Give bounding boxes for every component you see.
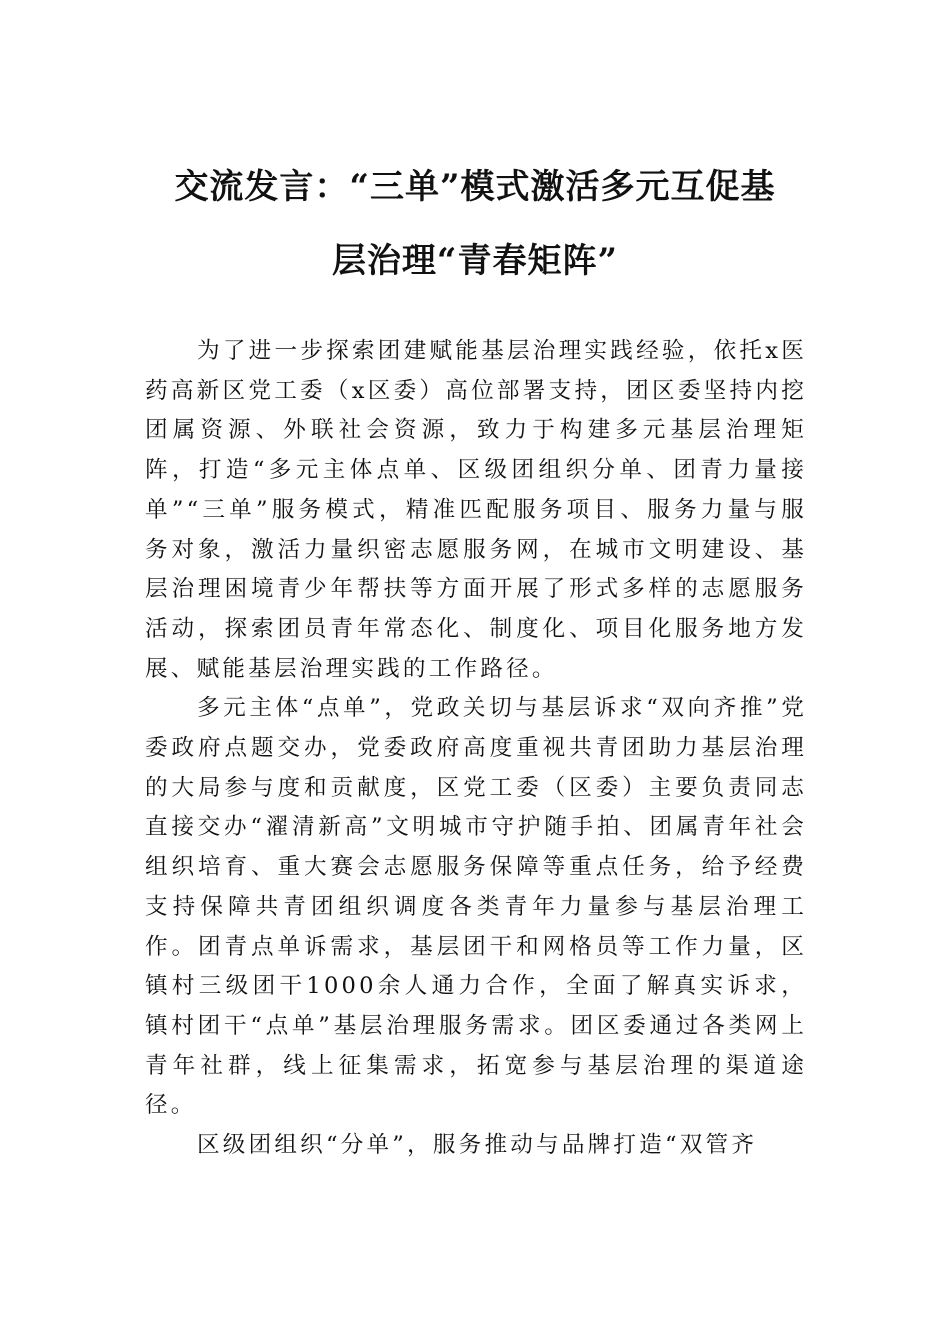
- title-line-2: 层治理“青春矩阵”: [331, 241, 619, 281]
- paragraph-dispatch-order: 区级团组织“分单”，服务推动与品牌打造“双管齐: [197, 1132, 758, 1159]
- document-title: [140, 150, 810, 298]
- document-body: [145, 332, 807, 1166]
- paragraph-intro: 为了进一步探索团建赋能基层治理实践经验，依托x医药高新区党工委（x区委）高位部署支持，团区委坚持内挖团属资源、外联社会资源，致力于构建多元基层治理矩阵，打造“多元主体点单、区级团组织分单、团青力量接单”“三单”服务模式，精准匹配服务项目、服务力量与服务对象，激活力量织密志愿服务网，在城市文明建设、基层治理困境青少年帮扶等方面开展了形式多样的志愿服务活动，探索团员青年常态化、制度化、项目化服务地方发展、赋能基层治理实践的工作路径。: [145, 338, 807, 682]
- paragraph-point-order: 多元主体“点单”，党政关切与基层诉求“双向齐推”党委政府点题交办，党委政府高度重视共青团助力基层治理的大局参与度和贡献度，区党工委（区委）主要负责同志直接交办“濯清新高”文明城市守护随手拍、团属青年社会组织培育、重大赛会志愿服务保障等重点任务，给予经费支持保障共青团组织调度各类青年力量参与基层治理工作。团青点单诉需求，基层团干和网格员等工作力量，区镇村三级团干1000余人通力合作，全面了解真实诉求，镇村团干“点单”基层治理服务需求。团区委通过各类网上青年社群，线上征集需求，拓宽参与基层治理的渠道途径。: [145, 695, 807, 1119]
- title-line-1: 交流发言：“三单”模式激活多元互促基: [174, 167, 776, 207]
